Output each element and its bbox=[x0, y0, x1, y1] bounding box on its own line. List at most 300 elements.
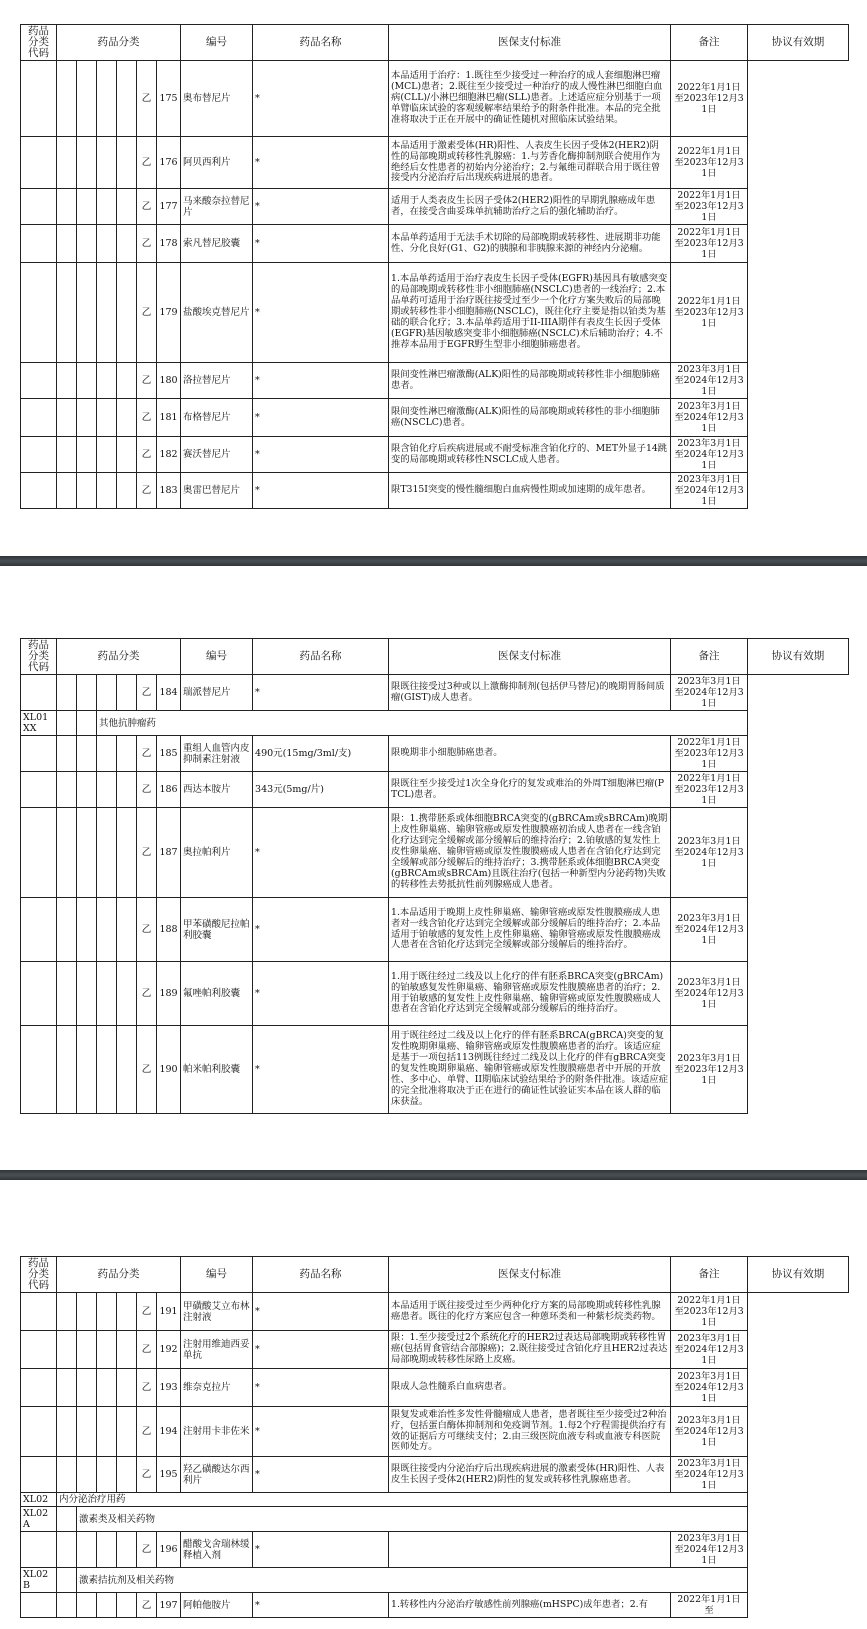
empty-cell bbox=[77, 1593, 97, 1618]
empty-cell bbox=[57, 263, 77, 363]
drug-class: 乙 bbox=[137, 263, 157, 363]
drug-number: 177 bbox=[157, 189, 181, 225]
agreement-period: 2023年3月1日至2024年12月31日 bbox=[671, 1369, 748, 1407]
agreement-period: 2023年3月1日至2024年12月31日 bbox=[671, 363, 748, 399]
payment-standard: * bbox=[253, 1407, 389, 1457]
drug-class: 乙 bbox=[137, 225, 157, 263]
agreement-period: 2023年3月1日至2024年12月31日 bbox=[671, 1407, 748, 1457]
empty-cell bbox=[21, 736, 57, 772]
drug-row bbox=[21, 772, 849, 808]
drug-number: 181 bbox=[157, 399, 181, 437]
empty-cell bbox=[97, 962, 117, 1026]
drug-row bbox=[21, 363, 849, 399]
drug-name: 奥雷巴替尼片 bbox=[181, 473, 253, 509]
drug-number: 196 bbox=[157, 1532, 181, 1568]
empty-cell bbox=[117, 61, 137, 137]
empty-cell bbox=[77, 137, 97, 189]
empty-cell bbox=[97, 736, 117, 772]
agreement-period: 2023年3月1日至2024年12月31日 bbox=[671, 473, 748, 509]
empty-cell bbox=[57, 1593, 77, 1618]
agreement-period: 2023年3月1日至2024年12月31日 bbox=[671, 675, 748, 711]
drug-number: 194 bbox=[157, 1407, 181, 1457]
drug-name: 阿帕他胺片 bbox=[181, 1593, 253, 1618]
empty-cell bbox=[117, 1593, 137, 1618]
category-code: XL02B bbox=[21, 1568, 57, 1593]
empty-cell bbox=[77, 1457, 97, 1493]
empty-cell bbox=[57, 61, 77, 137]
empty-cell bbox=[97, 1369, 117, 1407]
header-row bbox=[21, 25, 849, 61]
drug-number: 180 bbox=[157, 363, 181, 399]
payment-standard: * bbox=[253, 399, 389, 437]
remarks: 本品适用于治疗：1.既往至少接受过一种治疗的成人套细胞淋巴瘤(MCL)患者；2.既往至少接受过一种治疗的成人慢性淋巴细胞白血病(CLL)/小淋巴细胞淋巴瘤(SLL)患者。上述适应症分别基于一项单臂临床试验的客观缓解率结果给予的附条件批准。本品的完全批准将取决于正在开展中的确证性随机对照临床试验结果。 bbox=[389, 61, 671, 137]
category-code: XL01XX bbox=[21, 711, 57, 736]
empty-cell bbox=[77, 363, 97, 399]
header-agreement-period: 协议有效期 bbox=[748, 25, 849, 61]
empty-cell bbox=[97, 1407, 117, 1457]
remarks: 限复发或难治性多发性骨髓瘤成人患者，患者既往至少接受过2种治疗，包括蛋白酶体抑制剂和免疫调节剂。1.每2个疗程需提供治疗有效的证据后方可继续支付；2.由三级医院血液专科或血液专科医院医师处方。 bbox=[389, 1407, 671, 1457]
header-payment-standard: 医保支付标准 bbox=[389, 1257, 671, 1293]
agreement-period: 2022年1月1日至2023年12月31日 bbox=[671, 189, 748, 225]
empty-cell bbox=[97, 137, 117, 189]
drug-class: 乙 bbox=[137, 675, 157, 711]
empty-cell bbox=[57, 962, 77, 1026]
empty-cell bbox=[77, 1331, 97, 1369]
drug-row bbox=[21, 1593, 849, 1618]
drug-class: 乙 bbox=[137, 962, 157, 1026]
drug-number: 178 bbox=[157, 225, 181, 263]
empty-cell bbox=[57, 1532, 77, 1568]
agreement-period: 2022年1月1日至 bbox=[671, 1593, 748, 1618]
header-row bbox=[21, 639, 849, 675]
empty-cell bbox=[77, 1407, 97, 1457]
category-code: XL02A bbox=[21, 1507, 57, 1532]
empty-cell bbox=[57, 399, 77, 437]
drug-class: 乙 bbox=[137, 772, 157, 808]
remarks: 适用于人类表皮生长因子受体2(HER2)阳性的早期乳腺癌成年患者，在接受含曲妥珠单抗辅助治疗之后的强化辅助治疗。 bbox=[389, 189, 671, 225]
empty-cell bbox=[77, 225, 97, 263]
drug-name: 瑞派替尼片 bbox=[181, 675, 253, 711]
empty-cell bbox=[21, 1407, 57, 1457]
drug-name: 注射用维迪西妥单抗 bbox=[181, 1331, 253, 1369]
empty-cell bbox=[77, 1532, 97, 1568]
remarks: 限成人急性髓系白血病患者。 bbox=[389, 1369, 671, 1407]
header-remarks: 备注 bbox=[671, 1257, 748, 1293]
drug-name: 注射用卡非佐米 bbox=[181, 1407, 253, 1457]
drug-number: 185 bbox=[157, 736, 181, 772]
remarks: 限间变性淋巴瘤激酶(ALK)阳性的局部晚期或转移性的非小细胞肺癌(NSCLC)患者。 bbox=[389, 399, 671, 437]
drug-number: 184 bbox=[157, 675, 181, 711]
remarks: 限既往接受内分泌治疗后出现疾病进展的激素受体(HR)阳性、人表皮生长因子受体2(HER2)阴性的复发或转移性乳腺癌患者。 bbox=[389, 1457, 671, 1493]
drug-row bbox=[21, 736, 849, 772]
header-number: 编号 bbox=[181, 25, 253, 61]
empty-cell bbox=[77, 808, 97, 898]
empty-cell bbox=[21, 1293, 57, 1331]
payment-standard: * bbox=[253, 225, 389, 263]
remarks: 本品适用于激素受体(HR)阳性、人表皮生长因子受体2(HER2)阴性的局部晚期或转移性乳腺癌：1.与芳香化酶抑制剂联合使用作为绝经后女性患者的初始内分泌治疗；2.与氟维司群联合用于既往曾接受内分泌治疗后出现疾病进展的患者。 bbox=[389, 137, 671, 189]
payment-standard: * bbox=[253, 137, 389, 189]
header-category: 药品分类 bbox=[57, 25, 181, 61]
agreement-period: 2023年3月1日至2024年12月31日 bbox=[671, 808, 748, 898]
drug-name: 羟乙磺酸达尔西利片 bbox=[181, 1457, 253, 1493]
empty-cell bbox=[97, 1532, 117, 1568]
payment-standard: * bbox=[253, 1331, 389, 1369]
drug-class: 乙 bbox=[137, 61, 157, 137]
payment-standard: * bbox=[253, 1026, 389, 1114]
drug-row bbox=[21, 675, 849, 711]
drug-row bbox=[21, 808, 849, 898]
drug-name: 奥布替尼片 bbox=[181, 61, 253, 137]
header-code: 药品分类代码 bbox=[21, 25, 57, 61]
agreement-period: 2022年1月1日至2023年12月31日 bbox=[671, 772, 748, 808]
remarks: 限间变性淋巴瘤激酶(ALK)阳性的局部晚期或转移性非小细胞肺癌患者。 bbox=[389, 363, 671, 399]
empty-cell bbox=[117, 363, 137, 399]
empty-cell bbox=[117, 675, 137, 711]
category-code: XL02 bbox=[21, 1493, 57, 1507]
drug-class: 乙 bbox=[137, 1532, 157, 1568]
empty-cell bbox=[97, 399, 117, 437]
drug-number: 182 bbox=[157, 437, 181, 473]
document-page-1 bbox=[0, 0, 867, 556]
empty-cell bbox=[57, 1407, 77, 1457]
remarks: 1.本品适用于晚期上皮性卵巢癌、输卵管癌或原发性腹膜癌成人患者对一线含铂化疗达到完全缓解或部分缓解后的维持治疗；2.本品适用于铂敏感的复发性上皮性卵巢癌、输卵管癌或原发性腹膜癌成人患者在含铂化疗达到完全缓解或部分缓解后的维持治疗。 bbox=[389, 898, 671, 962]
drug-name: 重组人血管内皮抑制素注射液 bbox=[181, 736, 253, 772]
agreement-period: 2023年3月1日至2024年12月31日 bbox=[671, 1457, 748, 1493]
category-row bbox=[21, 1568, 849, 1593]
header-category: 药品分类 bbox=[57, 1257, 181, 1293]
empty-cell bbox=[77, 263, 97, 363]
drug-class: 乙 bbox=[137, 473, 157, 509]
empty-cell bbox=[117, 1407, 137, 1457]
empty-cell bbox=[77, 898, 97, 962]
empty-cell bbox=[97, 473, 117, 509]
empty-cell bbox=[77, 437, 97, 473]
drug-row bbox=[21, 1026, 849, 1114]
drug-row bbox=[21, 1407, 849, 1457]
remarks: 限既往接受过3种或以上激酶抑制剂(包括伊马替尼)的晚期胃肠间质瘤(GIST)成人患者。 bbox=[389, 675, 671, 711]
drug-name: 赛沃替尼片 bbox=[181, 437, 253, 473]
payment-standard: * bbox=[253, 1293, 389, 1331]
empty-cell bbox=[57, 363, 77, 399]
payment-standard: * bbox=[253, 189, 389, 225]
drug-number: 183 bbox=[157, 473, 181, 509]
agreement-period: 2022年1月1日至2023年12月31日 bbox=[671, 736, 748, 772]
empty-cell bbox=[21, 473, 57, 509]
drug-row bbox=[21, 263, 849, 363]
drug-name: 氟唑帕利胶囊 bbox=[181, 962, 253, 1026]
empty-cell bbox=[21, 263, 57, 363]
payment-standard: * bbox=[253, 675, 389, 711]
drug-class: 乙 bbox=[137, 1331, 157, 1369]
empty-cell bbox=[117, 437, 137, 473]
empty-cell bbox=[21, 898, 57, 962]
empty-cell bbox=[97, 675, 117, 711]
payment-standard: * bbox=[253, 437, 389, 473]
payment-standard: * bbox=[253, 808, 389, 898]
drug-name: 洛拉替尼片 bbox=[181, 363, 253, 399]
payment-standard: * bbox=[253, 363, 389, 399]
remarks: 限含铂化疗后疾病进展或不耐受标准含铂化疗的、MET外显子14跳变的局部晚期或转移性NSCLC成人患者。 bbox=[389, 437, 671, 473]
header-remarks: 备注 bbox=[671, 639, 748, 675]
empty-cell bbox=[97, 437, 117, 473]
empty-cell bbox=[57, 808, 77, 898]
header-drug-name: 药品名称 bbox=[253, 25, 389, 61]
category-label: 激素类及相关药物 bbox=[77, 1507, 748, 1532]
agreement-period: 2023年3月1日至2024年12月31日 bbox=[671, 399, 748, 437]
agreement-period: 2022年1月1日至2023年12月31日 bbox=[671, 263, 748, 363]
empty-cell bbox=[21, 61, 57, 137]
document-page-3 bbox=[0, 1180, 867, 1629]
drug-number: 188 bbox=[157, 898, 181, 962]
empty-cell bbox=[97, 225, 117, 263]
drug-name: 甲磺酸艾立布林注射液 bbox=[181, 1293, 253, 1331]
drug-number: 189 bbox=[157, 962, 181, 1026]
empty-cell bbox=[57, 736, 77, 772]
empty-cell bbox=[21, 962, 57, 1026]
empty-cell bbox=[97, 808, 117, 898]
empty-cell bbox=[21, 1593, 57, 1618]
drug-name: 醋酸戈舍瑞林缓释植入剂 bbox=[181, 1532, 253, 1568]
drug-class: 乙 bbox=[137, 736, 157, 772]
header-row bbox=[21, 1257, 849, 1293]
payment-standard: * bbox=[253, 1369, 389, 1407]
remarks: 1.用于既往经过二线及以上化疗的伴有胚系BRCA突变(gBRCAm)的铂敏感复发性卵巢癌、输卵管癌或原发性腹膜癌患者的治疗；2.用于铂敏感的复发性上皮性卵巢癌、输卵管癌或原发性腹膜癌成人患者在含铂化疗达到完全缓解或部分缓解后的维持治疗。 bbox=[389, 962, 671, 1026]
empty-cell bbox=[77, 736, 97, 772]
drug-name: 索凡替尼胶囊 bbox=[181, 225, 253, 263]
remarks: 本品单药适用于无法手术切除的局部晚期或转移性、进展期非功能性、分化良好(G1、G2)的胰腺和非胰腺来源的神经内分泌瘤。 bbox=[389, 225, 671, 263]
drug-name: 马来酸奈拉替尼片 bbox=[181, 189, 253, 225]
empty-cell bbox=[77, 772, 97, 808]
drug-row bbox=[21, 437, 849, 473]
drug-row bbox=[21, 1331, 849, 1369]
payment-standard: * bbox=[253, 1457, 389, 1493]
empty-cell bbox=[77, 189, 97, 225]
empty-cell bbox=[117, 1532, 137, 1568]
empty-cell bbox=[77, 1369, 97, 1407]
empty-cell bbox=[57, 675, 77, 711]
empty-cell bbox=[97, 1293, 117, 1331]
empty-cell bbox=[117, 473, 137, 509]
empty-cell bbox=[97, 61, 117, 137]
empty-cell bbox=[97, 363, 117, 399]
empty-cell bbox=[77, 399, 97, 437]
payment-standard: * bbox=[253, 962, 389, 1026]
agreement-period: 2023年3月1日至2024年12月31日 bbox=[671, 1331, 748, 1369]
empty-cell bbox=[117, 137, 137, 189]
remarks bbox=[389, 1532, 671, 1568]
remarks: 限既往至少接受过1次全身化疗的复发或难治的外周T细胞淋巴瘤(PTCL)患者。 bbox=[389, 772, 671, 808]
drug-class: 乙 bbox=[137, 1293, 157, 1331]
page-separator bbox=[0, 1170, 867, 1180]
drug-number: 197 bbox=[157, 1593, 181, 1618]
drug-class: 乙 bbox=[137, 1457, 157, 1493]
empty-cell bbox=[97, 263, 117, 363]
drug-class: 乙 bbox=[137, 363, 157, 399]
empty-cell bbox=[21, 437, 57, 473]
empty-cell bbox=[57, 225, 77, 263]
header-number: 编号 bbox=[181, 1257, 253, 1293]
document-page-2 bbox=[0, 566, 867, 1170]
payment-standard: * bbox=[253, 473, 389, 509]
remarks: 限：1.至少接受过2个系统化疗的HER2过表达局部晚期或转移性胃癌(包括胃食管结合部腺癌)；2.既往接受过含铂化疗且HER2过表达局部晚期或转移性尿路上皮癌。 bbox=[389, 1331, 671, 1369]
agreement-period: 2023年3月1日至2024年12月31日 bbox=[671, 1532, 748, 1568]
empty-cell bbox=[117, 1293, 137, 1331]
empty-cell bbox=[117, 1331, 137, 1369]
drug-class: 乙 bbox=[137, 137, 157, 189]
drug-row bbox=[21, 962, 849, 1026]
empty-cell bbox=[57, 189, 77, 225]
empty-cell bbox=[77, 61, 97, 137]
drug-class: 乙 bbox=[137, 189, 157, 225]
remarks: 1.本品单药适用于治疗表皮生长因子受体(EGFR)基因具有敏感突变的局部晚期或转移性非小细胞肺癌(NSCLC)患者的一线治疗；2.本品单药可适用于治疗既往接受过至少一个化疗方案失败后的局部晚期或转移性非小细胞肺癌(NSCLC)，既往化疗主要是指以铂类为基础的联合化疗；3.本品单药适用于II-IIIA期伴有表皮生长因子受体(EGFR)基因敏感突变非小细胞肺癌(NSCLC)术后辅助治疗；4.不推荐本品用于EGFR野生型非小细胞肺癌患者。 bbox=[389, 263, 671, 363]
empty-cell bbox=[117, 189, 137, 225]
agreement-period: 2023年3月1日至2024年12月31日 bbox=[671, 437, 748, 473]
drug-name: 甲苯磺酸尼拉帕利胶囊 bbox=[181, 898, 253, 962]
drug-row bbox=[21, 61, 849, 137]
drug-name: 帕米帕利胶囊 bbox=[181, 1026, 253, 1114]
drug-row bbox=[21, 189, 849, 225]
empty-cell bbox=[117, 1026, 137, 1114]
drug-number: 191 bbox=[157, 1293, 181, 1331]
empty-cell bbox=[21, 808, 57, 898]
drug-name: 西达本胺片 bbox=[181, 772, 253, 808]
empty-cell bbox=[21, 675, 57, 711]
remarks: 用于既往经过二线及以上化疗的伴有胚系BRCA(gBRCA)突变的复发性晚期卵巢癌、输卵管癌或原发性腹膜癌患者的治疗。该适应症是基于一项包括113例既往经过二线及以上化疗的伴有gBRCA突变的复发性晚期卵巢癌、输卵管癌或原发性腹膜癌患者中开展的开放性、多中心、单臂、II期临床试验结果给予的附条件批准。该适应症的完全批准将取决于正在进行的确证性试验证实本品在该人群的临床获益。 bbox=[389, 1026, 671, 1114]
drug-row bbox=[21, 1293, 849, 1331]
empty-cell bbox=[97, 1026, 117, 1114]
drug-name: 布格替尼片 bbox=[181, 399, 253, 437]
drug-row bbox=[21, 225, 849, 263]
empty-cell bbox=[57, 898, 77, 962]
drug-class: 乙 bbox=[137, 399, 157, 437]
payment-standard: * bbox=[253, 1593, 389, 1618]
empty-cell bbox=[21, 1369, 57, 1407]
empty-cell bbox=[77, 473, 97, 509]
drug-number: 176 bbox=[157, 137, 181, 189]
agreement-period: 2022年1月1日至2023年12月31日 bbox=[671, 225, 748, 263]
header-payment-standard: 医保支付标准 bbox=[389, 25, 671, 61]
agreement-period: 2023年3月1日至2024年12月31日 bbox=[671, 962, 748, 1026]
drug-name: 奥拉帕利片 bbox=[181, 808, 253, 898]
drug-number: 192 bbox=[157, 1331, 181, 1369]
empty-cell bbox=[97, 1593, 117, 1618]
drug-row bbox=[21, 399, 849, 437]
header-code: 药品分类代码 bbox=[21, 1257, 57, 1293]
empty-cell bbox=[97, 898, 117, 962]
empty-cell bbox=[21, 225, 57, 263]
agreement-period: 2022年1月1日至2023年12月31日 bbox=[671, 1293, 748, 1331]
empty-cell bbox=[97, 189, 117, 225]
empty-cell bbox=[21, 363, 57, 399]
drug-class: 乙 bbox=[137, 1369, 157, 1407]
empty-cell bbox=[57, 437, 77, 473]
category-row bbox=[21, 1507, 849, 1532]
empty-cell bbox=[77, 675, 97, 711]
empty-cell bbox=[117, 263, 137, 363]
remarks: 本品适用于既往接受过至少两种化疗方案的局部晚期或转移性乳腺癌患者。既往的化疗方案应包含一种蒽环类和一种紫杉烷类药物。 bbox=[389, 1293, 671, 1331]
category-row bbox=[21, 1493, 849, 1507]
empty-cell bbox=[97, 772, 117, 808]
drug-class: 乙 bbox=[137, 1026, 157, 1114]
drug-name: 盐酸埃克替尼片 bbox=[181, 263, 253, 363]
empty-cell bbox=[97, 1457, 117, 1493]
drug-number: 186 bbox=[157, 772, 181, 808]
empty-cell bbox=[77, 1293, 97, 1331]
empty-cell bbox=[117, 808, 137, 898]
category-label: 内分泌治疗用药 bbox=[57, 1493, 748, 1507]
drug-number: 193 bbox=[157, 1369, 181, 1407]
agreement-period: 2022年1月1日至2023年12月31日 bbox=[671, 137, 748, 189]
empty-cell bbox=[117, 962, 137, 1026]
empty-cell bbox=[57, 1331, 77, 1369]
empty-cell bbox=[117, 898, 137, 962]
drug-table-page-1 bbox=[20, 24, 849, 509]
empty-cell bbox=[97, 1331, 117, 1369]
empty-cell bbox=[21, 772, 57, 808]
empty-cell bbox=[117, 399, 137, 437]
remarks: 限晚期非小细胞肺癌患者。 bbox=[389, 736, 671, 772]
drug-row bbox=[21, 1369, 849, 1407]
empty-cell bbox=[57, 473, 77, 509]
drug-name: 维奈克拉片 bbox=[181, 1369, 253, 1407]
empty-cell bbox=[77, 1026, 97, 1114]
header-remarks: 备注 bbox=[671, 25, 748, 61]
payment-standard: * bbox=[253, 61, 389, 137]
drug-number: 190 bbox=[157, 1026, 181, 1114]
payment-standard: 490元(15mg/3ml/支) bbox=[253, 736, 389, 772]
drug-class: 乙 bbox=[137, 808, 157, 898]
drug-number: 195 bbox=[157, 1457, 181, 1493]
drug-table-page-2 bbox=[20, 638, 849, 1114]
drug-class: 乙 bbox=[137, 1407, 157, 1457]
empty-cell bbox=[57, 1369, 77, 1407]
drug-row bbox=[21, 137, 849, 189]
category-label: 其他抗肿瘤药 bbox=[97, 711, 748, 736]
empty-cell bbox=[57, 772, 77, 808]
empty-cell bbox=[117, 1457, 137, 1493]
empty-cell bbox=[117, 225, 137, 263]
drug-row bbox=[21, 1457, 849, 1493]
agreement-period: 2023年3月1日至2023年12月31日 bbox=[671, 1026, 748, 1114]
empty-cell bbox=[117, 772, 137, 808]
agreement-period: 2022年1月1日至2023年12月31日 bbox=[671, 61, 748, 137]
remarks: 限T315I突变的慢性髓细胞白血病慢性期或加速期的成年患者。 bbox=[389, 473, 671, 509]
empty-cell bbox=[57, 1026, 77, 1114]
remarks: 1.转移性内分泌治疗敏感性前列腺癌(mHSPC)成年患者；2.有 bbox=[389, 1593, 671, 1618]
payment-standard: 343元(5mg/片) bbox=[253, 772, 389, 808]
empty-cell bbox=[57, 1457, 77, 1493]
payment-standard: * bbox=[253, 1532, 389, 1568]
empty-cell bbox=[77, 711, 97, 736]
page-separator bbox=[0, 556, 867, 566]
empty-cell bbox=[57, 1568, 77, 1593]
empty-cell bbox=[57, 1293, 77, 1331]
empty-cell bbox=[21, 1026, 57, 1114]
drug-class: 乙 bbox=[137, 437, 157, 473]
drug-number: 175 bbox=[157, 61, 181, 137]
drug-number: 179 bbox=[157, 263, 181, 363]
header-agreement-period: 协议有效期 bbox=[748, 639, 849, 675]
drug-name: 阿贝西利片 bbox=[181, 137, 253, 189]
header-code: 药品分类代码 bbox=[21, 639, 57, 675]
category-row bbox=[21, 711, 849, 736]
empty-cell bbox=[21, 399, 57, 437]
drug-table-page-3 bbox=[20, 1256, 849, 1618]
drug-row bbox=[21, 898, 849, 962]
empty-cell bbox=[117, 1369, 137, 1407]
empty-cell bbox=[57, 1507, 77, 1532]
header-payment-standard: 医保支付标准 bbox=[389, 639, 671, 675]
